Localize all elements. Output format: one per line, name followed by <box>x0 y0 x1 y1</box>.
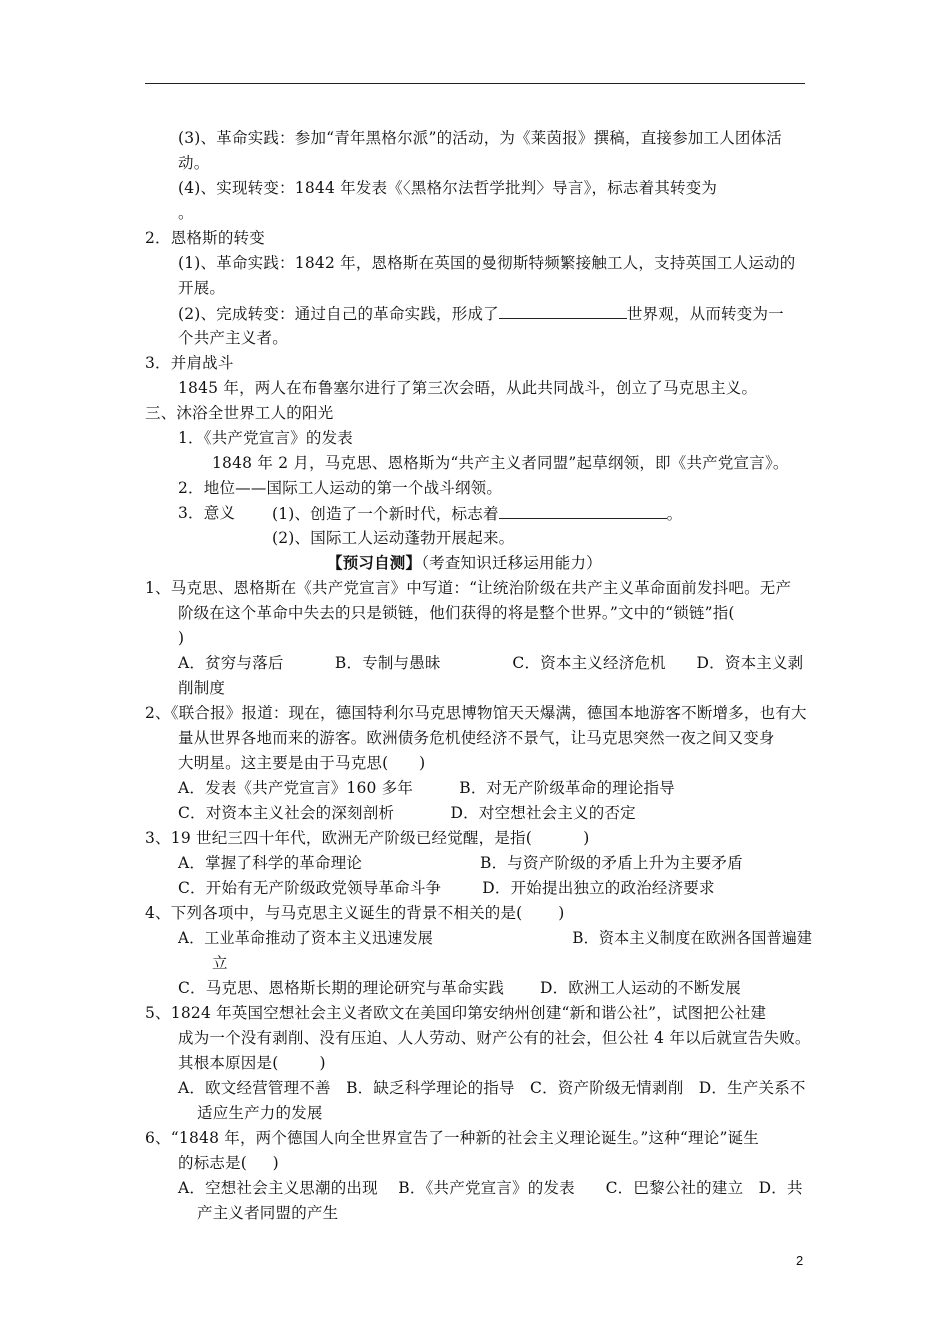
section3-item3-label: 3．意义 <box>178 504 236 522</box>
significance-point1-after: 。 <box>666 505 683 523</box>
preview-title: 【预习自测】 <box>327 553 422 572</box>
question-4-options-line2: 立 <box>212 954 228 972</box>
question-5-stem-line2: 成为一个没有剥削、没有压迫、人人劳动、财产公有的社会，但公社 4 年以后就宣告失败。 <box>178 1029 811 1047</box>
engels-item2-line1 <box>178 303 784 324</box>
question-1-options-line1: A．贫穷与落后 B．专制与愚昧 C．资本主义经济危机 D．资本主义剥 <box>178 654 804 672</box>
question-1-options-line2: 削制度 <box>178 679 226 697</box>
question-6-stem-line2: 的标志是( ) <box>178 1154 279 1172</box>
section3-item1: 1．《共产党宣言》的发表 <box>178 429 354 447</box>
section3-item1-text: 1848 年 2 月，马克思、恩格斯为“共产主义者同盟”起草纲领，即《共产党宣言》。 <box>212 454 789 472</box>
fill-blank-new-era[interactable] <box>499 503 667 519</box>
question-1-stem-line2: 阶级在这个革命中失去的只是锁链，他们获得的将是整个世界。”文中的“锁链”指( <box>178 604 735 622</box>
question-5-options-line2: 适应生产力的发展 <box>197 1104 323 1122</box>
engels-item1-line1: (1)、革命实践：1842 年，恩格斯在英国的曼彻斯特频繁接触工人，支持英国工人运动的 <box>178 254 796 272</box>
question-2-stem-line1: 2、《联合报》报道：现在，德国特利尔马克思博物馆天天爆满，德国本地游客不断增多，也有大 <box>145 704 807 722</box>
significance-point1-before: (1)、创造了一个新时代，标志着 <box>272 505 499 523</box>
question-3-options-line1: A．掌握了科学的革命理论 B．与资产阶级的矛盾上升为主要矛盾 <box>178 854 743 872</box>
marx-item3-line1: (3)、革命实践：参加“青年黑格尔派”的活动，为《莱茵报》撰稿，直接参加工人团体活 <box>178 129 783 147</box>
marx-item4-line2: 。 <box>178 204 194 222</box>
engels-item2-after: 世界观，从而转变为一 <box>626 305 784 323</box>
page-number: 2 <box>796 1253 804 1268</box>
fight-heading: 3．并肩战斗 <box>145 354 234 372</box>
question-2-options-line1: A．发表《共产党宣言》160 多年 B．对无产阶级革命的理论指导 <box>178 779 675 797</box>
preview-subtitle: （考查知识迁移运用能力） <box>421 554 602 572</box>
engels-item2-before: (2)、完成转变：通过自己的革命实践，形成了 <box>178 305 499 323</box>
fight-text: 1845 年，两人在布鲁塞尔进行了第三次会晤，从此共同战斗，创立了马克思主义。 <box>178 379 758 397</box>
question-5-stem-line1: 5、1824 年英国空想社会主义者欧文在美国印第安纳州创建“新和谐公社”，试图把公社建 <box>145 1004 767 1022</box>
question-2-stem-line3: 大明星。这主要是由于马克思( ) <box>178 754 426 772</box>
preview-heading <box>327 553 602 573</box>
question-4-stem-line1: 4、下列各项中，与马克思主义诞生的背景不相关的是( ) <box>145 904 565 922</box>
question-2-options-line2: C．对资本主义社会的深刻剖析 D．对空想社会主义的否定 <box>178 804 636 822</box>
question-2-stem-line2: 量从世界各地而来的游客。欧洲债务危机使经济不景气，让马克思突然一夜之间又变身 <box>178 729 775 747</box>
question-6-stem-line1: 6、“1848 年，两个德国人向全世界宣告了一种新的社会主义理论诞生。”这种“理论”诞生 <box>145 1129 759 1147</box>
section3-heading: 三、沐浴全世界工人的阳光 <box>145 404 334 422</box>
header-rule <box>145 83 805 84</box>
question-1-stem-line3: ) <box>178 629 185 647</box>
question-6-options-line2: 产主义者同盟的产生 <box>197 1204 339 1222</box>
question-3-stem-line1: 3、19 世纪三四十年代，欧洲无产阶级已经觉醒，是指( ) <box>145 829 590 847</box>
question-3-options-line2: C．开始有无产阶级政党领导革命斗争 D．开始提出独立的政治经济要求 <box>178 879 715 897</box>
engels-heading: 2．恩格斯的转变 <box>145 229 265 247</box>
question-4-options-line1: A．工业革命推动了资本主义迅速发展 B．资本主义制度在欧洲各国普遍建 <box>178 929 813 947</box>
question-5-options-line1: A．欧文经营管理不善 B．缺乏科学理论的指导 C．资产阶级无情剥削 D．生产关系不 <box>178 1079 806 1097</box>
marx-item3-line2: 动。 <box>178 154 210 172</box>
question-6-options-line1: A．空想社会主义思潮的出现 B．《共产党宣言》的发表 C．巴黎公社的建立 D．共 <box>178 1179 803 1197</box>
fill-blank-worldview[interactable] <box>499 303 627 319</box>
question-1-stem-line1: 1、马克思、恩格斯在《共产党宣言》中写道：“让统治阶级在共产主义革命面前发抖吧。无产 <box>145 579 792 597</box>
question-4-options-line3: C．马克思、恩格斯长期的理论研究与革命实践 D．欧洲工人运动的不断发展 <box>178 979 741 997</box>
engels-item1-line2: 开展。 <box>178 279 226 297</box>
section3-item2: 2．地位——国际工人运动的第一个战斗纲领。 <box>178 479 503 497</box>
question-5-stem-line3: 其根本原因是( ) <box>178 1054 326 1072</box>
engels-item2-line2: 个共产主义者。 <box>178 329 288 347</box>
marx-item4-line1: (4)、实现转变：1844 年发表《〈黑格尔法哲学批判〉导言》，标志着其转变为 <box>178 179 718 197</box>
section3-item3-point1 <box>272 503 682 524</box>
section3-item3-point2: (2)、国际工人运动蓬勃开展起来。 <box>272 529 515 547</box>
